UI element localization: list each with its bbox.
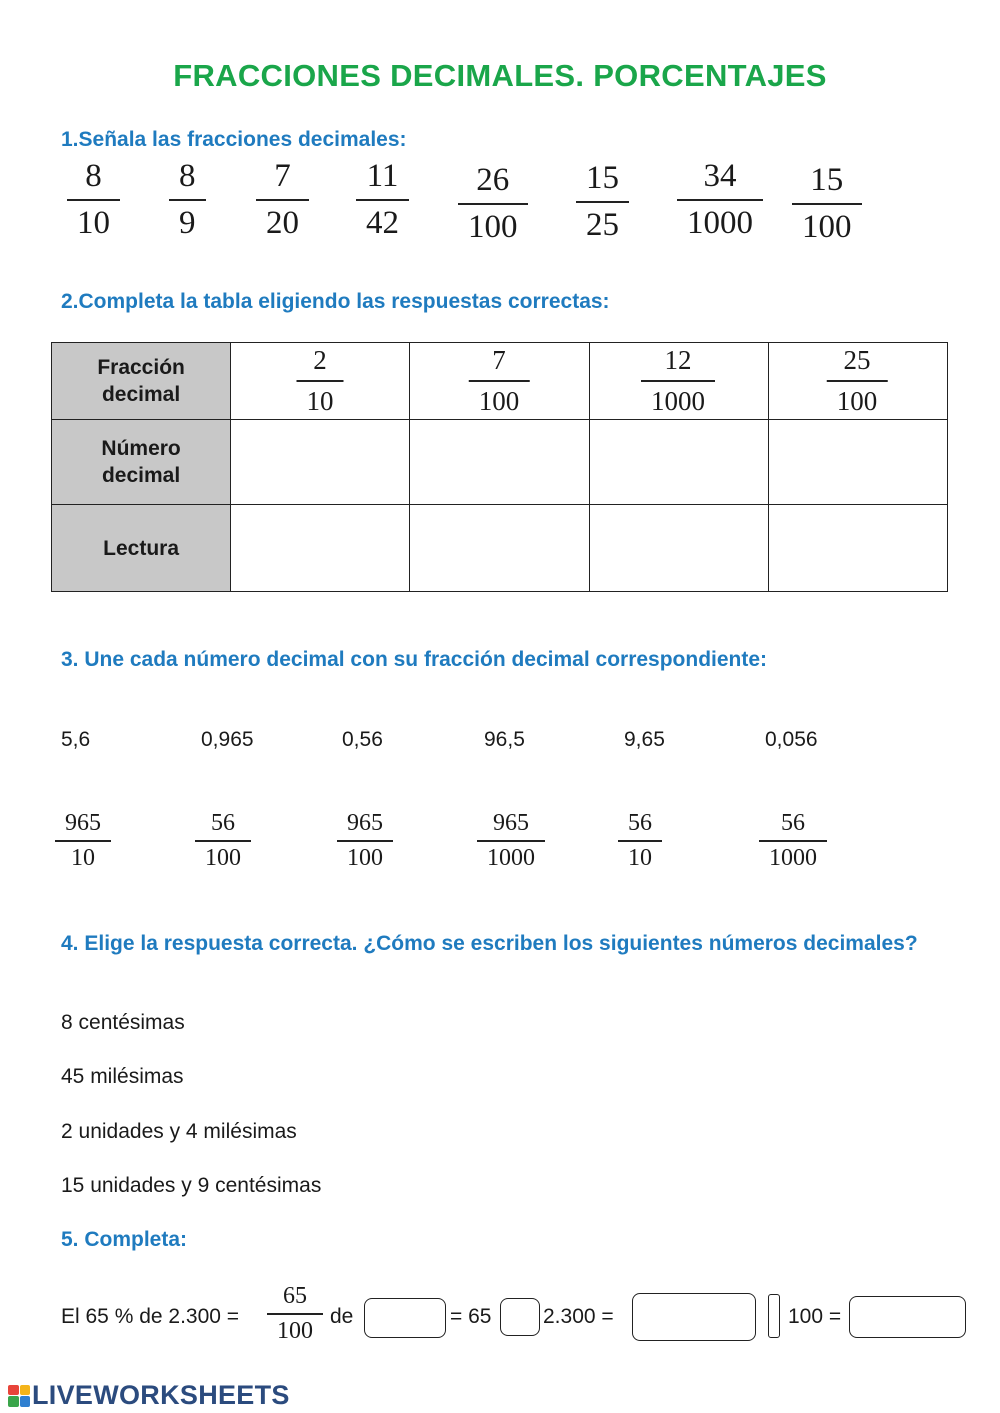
- row-header-lectura: [52, 505, 231, 592]
- q1-heading: 1.Señala las fracciones decimales:: [61, 128, 407, 151]
- decimal-answer-cell-1[interactable]: [231, 420, 410, 505]
- decimal-number[interactable]: 0,965: [201, 728, 254, 751]
- fraction-bar: [267, 1313, 323, 1315]
- q4-heading: 4. Elige la respuesta correcta. ¿Cómo se escriben los siguientes números decimales?: [61, 932, 918, 955]
- q1-fraction-option[interactable]: [792, 162, 862, 246]
- denominator: 100: [468, 208, 518, 245]
- q1-fraction-option[interactable]: [356, 158, 409, 242]
- numerator: 26: [476, 162, 510, 198]
- decimal-number[interactable]: 0,056: [765, 728, 818, 751]
- denominator: 10: [71, 844, 95, 871]
- row-header-numero: [52, 420, 231, 505]
- fraction-bar: [356, 199, 409, 201]
- denominator: 1000: [687, 204, 753, 241]
- q4-item: 45 milésimas: [61, 1065, 184, 1088]
- fraction-bar: [337, 840, 393, 842]
- denominator: 1000: [651, 385, 705, 416]
- denominator: 10: [306, 385, 334, 416]
- numerator: 12: [664, 345, 692, 375]
- numerator: 8: [85, 158, 102, 194]
- q3-fraction-target[interactable]: [759, 810, 827, 872]
- numerator: 65: [283, 1283, 307, 1309]
- numerator: 11: [366, 158, 399, 194]
- denominator: 100: [478, 385, 520, 416]
- q1-fraction-option[interactable]: [67, 158, 120, 242]
- fraction-bar: [55, 840, 111, 842]
- numerator: 15: [810, 162, 844, 198]
- reading-answer-cell-4[interactable]: [768, 505, 947, 592]
- decimal-answer-cell-2[interactable]: [410, 420, 589, 505]
- denominator: 10: [77, 204, 110, 241]
- logo-icon: [8, 1385, 30, 1407]
- q5-prefix: El 65 % de 2.300 =: [61, 1305, 240, 1328]
- q3-fraction-target[interactable]: [195, 810, 251, 872]
- fraction-bar: [792, 203, 862, 205]
- denominator: 42: [366, 204, 399, 241]
- denominator: 100: [836, 385, 878, 416]
- q1-fraction-option[interactable]: [677, 158, 763, 242]
- row-header-label: Fracción decimal: [97, 356, 185, 406]
- numerator: 7: [492, 345, 506, 375]
- reading-answer-cell-3[interactable]: [589, 505, 768, 592]
- denominator: 20: [266, 204, 299, 241]
- fraction-bar: [759, 840, 827, 842]
- table-fraction: [827, 345, 888, 417]
- q5-eq2300: 2.300 =: [543, 1305, 614, 1328]
- fraction-bar: [641, 380, 715, 382]
- row-header-fraccion: [52, 343, 231, 420]
- denominator: 1000: [487, 844, 535, 871]
- decimal-answer-cell-4[interactable]: [768, 420, 947, 505]
- numerator: 56: [211, 810, 235, 836]
- reading-answer-cell-2[interactable]: [410, 505, 589, 592]
- fraction-bar: [67, 199, 120, 201]
- q4-item: 2 unidades y 4 milésimas: [61, 1120, 297, 1143]
- decimal-number[interactable]: 5,6: [61, 728, 91, 751]
- page-title: FRACCIONES DECIMALES. PORCENTAJES: [173, 58, 827, 93]
- fraction-bar: [827, 380, 888, 382]
- decimal-number[interactable]: 9,65: [624, 728, 665, 751]
- numerator: 2: [313, 345, 327, 375]
- numerator: 56: [781, 810, 805, 836]
- answer-box-2[interactable]: [500, 1298, 540, 1336]
- denominator: 1000: [769, 844, 817, 871]
- denominator: 9: [179, 204, 196, 241]
- numerator: 965: [493, 810, 529, 836]
- table-fraction: [469, 345, 530, 417]
- numerator: 34: [703, 158, 737, 194]
- denominator: 100: [277, 1317, 313, 1344]
- fraction-bar: [618, 840, 662, 842]
- q1-fraction-option[interactable]: [458, 162, 528, 246]
- q3-heading: 3. Une cada número decimal con su fracción decimal correspondiente:: [61, 648, 768, 671]
- q1-fraction-option[interactable]: [169, 158, 206, 242]
- table-fraction: [297, 345, 344, 417]
- denominator: 25: [586, 206, 619, 243]
- q3-fraction-target[interactable]: [618, 810, 662, 872]
- q1-fraction-option[interactable]: [576, 160, 629, 244]
- numerator: 15: [586, 160, 619, 196]
- table-fraction: [641, 345, 715, 417]
- fraction-bar: [458, 203, 528, 205]
- numerator: 965: [347, 810, 383, 836]
- fraction-bar: [469, 380, 530, 382]
- numerator: 8: [179, 158, 196, 194]
- q5-eq65: = 65: [450, 1305, 492, 1328]
- q5-heading: 5. Completa:: [61, 1228, 188, 1251]
- numerator: 56: [628, 810, 652, 836]
- answer-box-1[interactable]: [364, 1298, 446, 1338]
- fraction-bar: [256, 199, 309, 201]
- q3-fraction-target[interactable]: [477, 810, 545, 872]
- q5-fraction: [267, 1283, 323, 1345]
- answer-box-3[interactable]: [632, 1293, 756, 1341]
- fraction-bar: [576, 201, 629, 203]
- logo-text: LIVEWORKSHEETS: [32, 1380, 290, 1410]
- fraction-bar: [477, 840, 545, 842]
- numerator: 25: [843, 345, 871, 375]
- fraction-bar: [297, 380, 344, 382]
- q5-eq100: 100 =: [788, 1305, 842, 1328]
- denominator: 100: [347, 844, 383, 871]
- reading-answer-cell-1[interactable]: [231, 505, 410, 592]
- denominator: 10: [628, 844, 652, 871]
- liveworksheets-logo: [8, 1380, 290, 1411]
- fraction-bar: [677, 199, 763, 201]
- denominator: 100: [205, 844, 241, 871]
- row-header-label: Lectura: [103, 536, 180, 560]
- q4-item: 8 centésimas: [61, 1011, 185, 1034]
- decimal-number[interactable]: 96,5: [484, 728, 525, 751]
- q1-fraction-option[interactable]: [256, 158, 309, 242]
- numerator: 965: [65, 810, 101, 836]
- q5-de: de: [330, 1305, 354, 1328]
- numerator: 7: [274, 158, 291, 194]
- fraction-bar: [169, 199, 206, 201]
- row-header-label: Número decimal: [101, 437, 181, 487]
- q2-heading: 2.Completa la tabla eligiendo las respuestas correctas:: [61, 290, 610, 313]
- denominator: 100: [802, 208, 852, 245]
- decimal-number[interactable]: 0,56: [342, 728, 383, 751]
- q3-fraction-target[interactable]: [337, 810, 393, 872]
- answer-box-4[interactable]: [768, 1294, 780, 1338]
- decimal-answer-cell-3[interactable]: [589, 420, 768, 505]
- q3-fraction-target[interactable]: [55, 810, 111, 872]
- answer-box-5[interactable]: [849, 1296, 966, 1338]
- fraction-bar: [195, 840, 251, 842]
- q4-item: 15 unidades y 9 centésimas: [61, 1174, 322, 1197]
